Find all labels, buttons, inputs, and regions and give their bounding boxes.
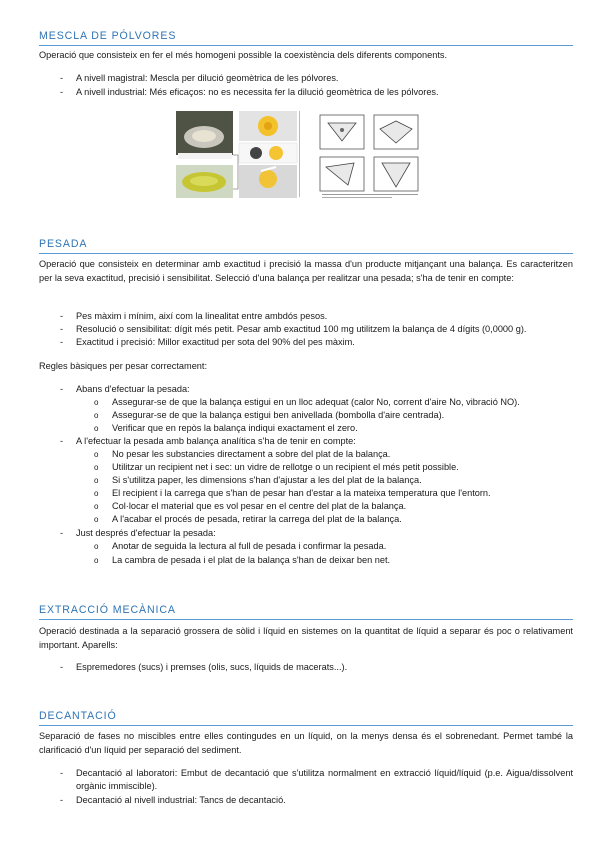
list-item: - A nivell industrial: Més eficaços: no es necessita fer la dilució geomètrica de les pólvores. — [60, 87, 439, 97]
bullet-circle: o — [94, 515, 99, 524]
rule-group-label: - Just després d'efectuar la pesada: — [60, 528, 216, 538]
bullet-circle: o — [94, 424, 99, 433]
paragraph-pesada: Operació que consisteix en determinar amb exactitud i precisió la massa d'un producte mitjançant una balança. Es caracteritzen per la seva exactitud, precisió i sensibilitat. Selecció d'una balança per realitzar una pesada; s'ha de tenir en compte: — [39, 259, 573, 283]
list-item: o Verificar que en repòs la balança indiqui exactament el zero. — [94, 423, 358, 433]
bullet-dash: - — [60, 324, 64, 334]
list-item: o Si s'utilitza paper, les dimensions s'han d'ajustar a les del plat de la balança. — [94, 475, 422, 485]
bullet-circle: o — [94, 476, 99, 485]
bullet-dash: - — [60, 73, 64, 83]
bullet-dash: - — [60, 384, 64, 394]
powder-mixing-figure — [176, 109, 433, 203]
paragraph-extraccio: Operació destinada a la separació grossera de sòlid i líquid en sistemes on la quantitat de líquid a separar és poc o relativament important. Aparells: — [39, 626, 573, 650]
rule-group-label: - A l'efectuar la pesada amb balança analítica s'ha de tenir en compte: — [60, 436, 356, 446]
bullet-dash: - — [60, 337, 64, 347]
list-item: - A nivell magistral: Mescla per dilució geomètrica de les pólvores. — [60, 73, 339, 83]
section-title-mescla: MESCLA DE PÓLVORES — [39, 30, 573, 46]
bullet-circle: o — [94, 502, 99, 511]
section-title-decantacio: DECANTACIÓ — [39, 710, 573, 726]
list-item: - Resolució o sensibilitat: dígit més petit. Pesar amb exactitud 100 mg utilitzem la balança de 4 dígits (0,0000 g). — [60, 324, 527, 334]
bullet-dash: - — [60, 311, 64, 321]
rules-intro: Regles bàsiques per pesar correctament: — [39, 361, 208, 371]
bullet-dash: - — [60, 436, 64, 446]
bullet-circle: o — [94, 450, 99, 459]
paragraph-mescla: Operació que consisteix en fer el més homogeni possible la coexistència dels diferents components. — [39, 50, 448, 60]
bullet-circle: o — [94, 556, 99, 565]
list-item: o A l'acabar el procés de pesada, retirar la carrega del plat de la balança. — [94, 514, 402, 524]
list-item: o Anotar de seguida la lectura al full de pesada i confirmar la pesada. — [94, 541, 387, 551]
list-item: - Pes màxim i mínim, així com la linealitat entre ambdós pesos. — [60, 311, 328, 321]
bullet-dash: - — [60, 87, 64, 97]
list-item: o Assegurar-se de que la balança estigui ben anivellada (bombolla d'aire centrada). — [94, 410, 445, 420]
list-item: - Decantació al nivell industrial: Tancs de decantació. — [60, 795, 286, 805]
paragraph-decantacio: Separació de fases no miscibles entre elles contingudes en un líquid, on la menys densa és el sobrenedant. Permet també la clarificació d'un líquid per separació del sediment. — [39, 731, 573, 755]
list-item: o La cambra de pesada i el plat de la balança s'han de deixar ben net. — [94, 555, 391, 565]
list-item: - Espremedores (sucs) i premses (olis, sucs, líquids de macerats...). — [60, 662, 348, 672]
section-title-extraccio: EXTRACCIÓ MECÀNICA — [39, 604, 573, 620]
bullet-dash: - — [60, 768, 64, 778]
list-item: - Decantació al laboratori: Embut de decantació que s'utilitza normalment en extracció líquid/líquid (p.e. Aigua/dissolvent orgànic immiscible). — [60, 768, 573, 791]
bullet-dash: - — [60, 528, 64, 538]
bullet-circle: o — [94, 489, 99, 498]
bullet-dash: - — [60, 795, 64, 805]
list-item: o Utilitzar un recipient net i sec: un vidre de rellotge o un recipient el més petit possible. — [94, 462, 459, 472]
list-item: o Col·locar el material que es vol pesar en el centre del plat de la balança. — [94, 501, 407, 511]
list-item: - Exactitud i precisió: Millor exactitud per sota del 90% del pes màxim. — [60, 337, 355, 347]
list-item: o El recipient i la carrega que s'han de pesar han d'estar a la mateixa temperatura que l'entorn. — [94, 488, 491, 498]
section-title-pesada: PESADA — [39, 238, 573, 254]
bullet-circle: o — [94, 411, 99, 420]
bullet-circle: o — [94, 542, 99, 551]
bullet-circle: o — [94, 398, 99, 407]
bullet-dash: - — [60, 662, 64, 672]
list-item: o Assegurar-se de que la balança estigui en un lloc adequat (calor No, corrent d'aire No, vibració NO). — [94, 397, 520, 407]
list-item: o No pesar les substancies directament a sobre del plat de la balança. — [94, 449, 391, 459]
bullet-circle: o — [94, 463, 99, 472]
rule-group-label: - Abans d'efectuar la pesada: — [60, 384, 190, 394]
